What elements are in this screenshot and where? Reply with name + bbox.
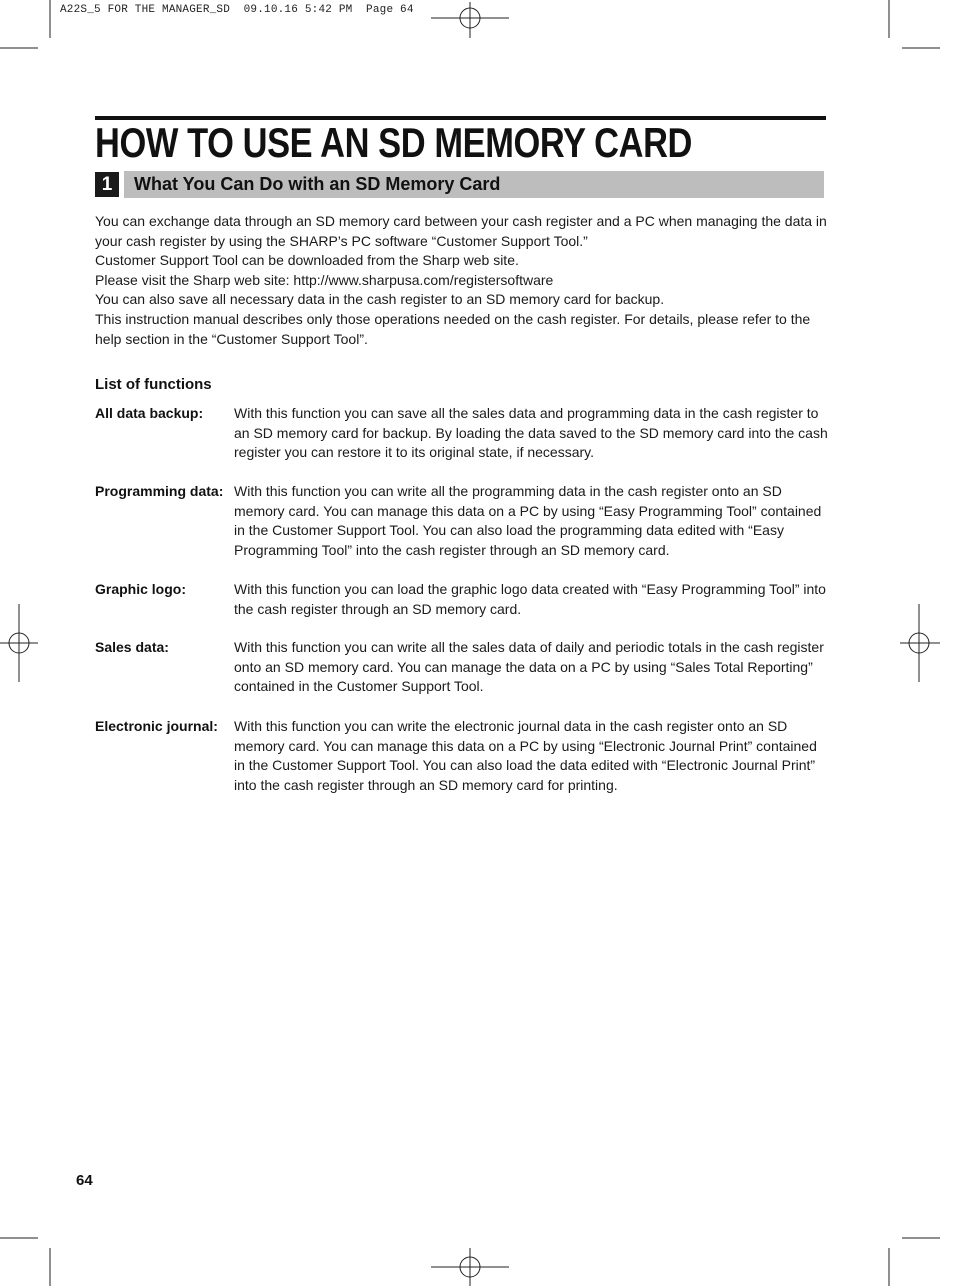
function-item-electronic-journal: [95, 717, 830, 795]
list-heading: List of functions: [95, 376, 212, 393]
function-item-sales-data: [95, 638, 830, 697]
function-item-programming-data: [95, 482, 830, 560]
function-description: With this function you can write the electronic journal data in the cash register onto an SD memory card. You can manage this data on a PC by using “Electronic Journal Print” contained in the Customer Support Tool. You can also load the data edited with “Electronic Journal Print” into the cash register through an SD memory card for printing.: [234, 718, 817, 793]
function-term: Programming data:: [95, 483, 224, 499]
function-description: With this function you can save all the sales data and programming data in the cash register to an SD memory card for backup. By loading the data saved to the SD memory card into the cash register you can restore it to its original state, if necessary.: [234, 405, 828, 461]
section-header: [95, 171, 824, 198]
function-term: Sales data:: [95, 639, 169, 655]
intro-paragraph: This instruction manual describes only those operations needed on the cash register. For details, please refer to the help section in the “Customer Support Tool”.: [95, 310, 811, 347]
function-item-all-data-backup: [95, 404, 830, 463]
section-title: What You Can Do with an SD Memory Card: [134, 174, 501, 194]
print-slug: A22S_5 FOR THE MANAGER_SD 09.10.16 5:42 PM Page 64: [60, 4, 414, 16]
function-term: All data backup:: [95, 405, 204, 421]
page-number: 64: [76, 1172, 93, 1189]
page-title: HOW TO USE AN SD MEMORY CARD: [95, 119, 692, 166]
intro-paragraph: Please visit the Sharp web site: http://www.sharpusa.com/registersoftware: [95, 271, 554, 288]
intro-paragraph: Customer Support Tool can be downloaded from the Sharp web site.: [95, 252, 519, 269]
section-band: [124, 171, 824, 198]
function-description: With this function you can load the graphic logo data created with “Easy Programming Tool” into the cash register through an SD memory card.: [234, 581, 826, 617]
intro-paragraph: You can exchange data through an SD memory card between your cash register and a PC when managing the data in your cash register by using the SHARP’s PC software “Customer Support Tool.”: [95, 213, 827, 249]
intro-text: [95, 212, 829, 349]
function-description: With this function you can write all the programming data in the cash register onto an SD memory card. You can manage this data on a PC by using “Easy Programming Tool” contained in the Customer Support Tool. You can also load the programming data edited with “Easy Programming Tool” into the cash register through an SD memory card.: [234, 483, 822, 558]
function-description: With this function you can write all the sales data of daily and periodic totals in the cash register onto an SD memory card. You can manage the data on a PC by using “Sales Total Reporting” contained in the Customer Support Tool.: [234, 639, 824, 695]
section-number-badge: 1: [95, 172, 119, 197]
function-term: Graphic logo:: [95, 581, 186, 597]
function-term: Electronic journal:: [95, 718, 218, 734]
intro-paragraph: You can also save all necessary data in the cash register to an SD memory card for backup.: [95, 291, 665, 308]
function-item-graphic-logo: [95, 580, 830, 619]
